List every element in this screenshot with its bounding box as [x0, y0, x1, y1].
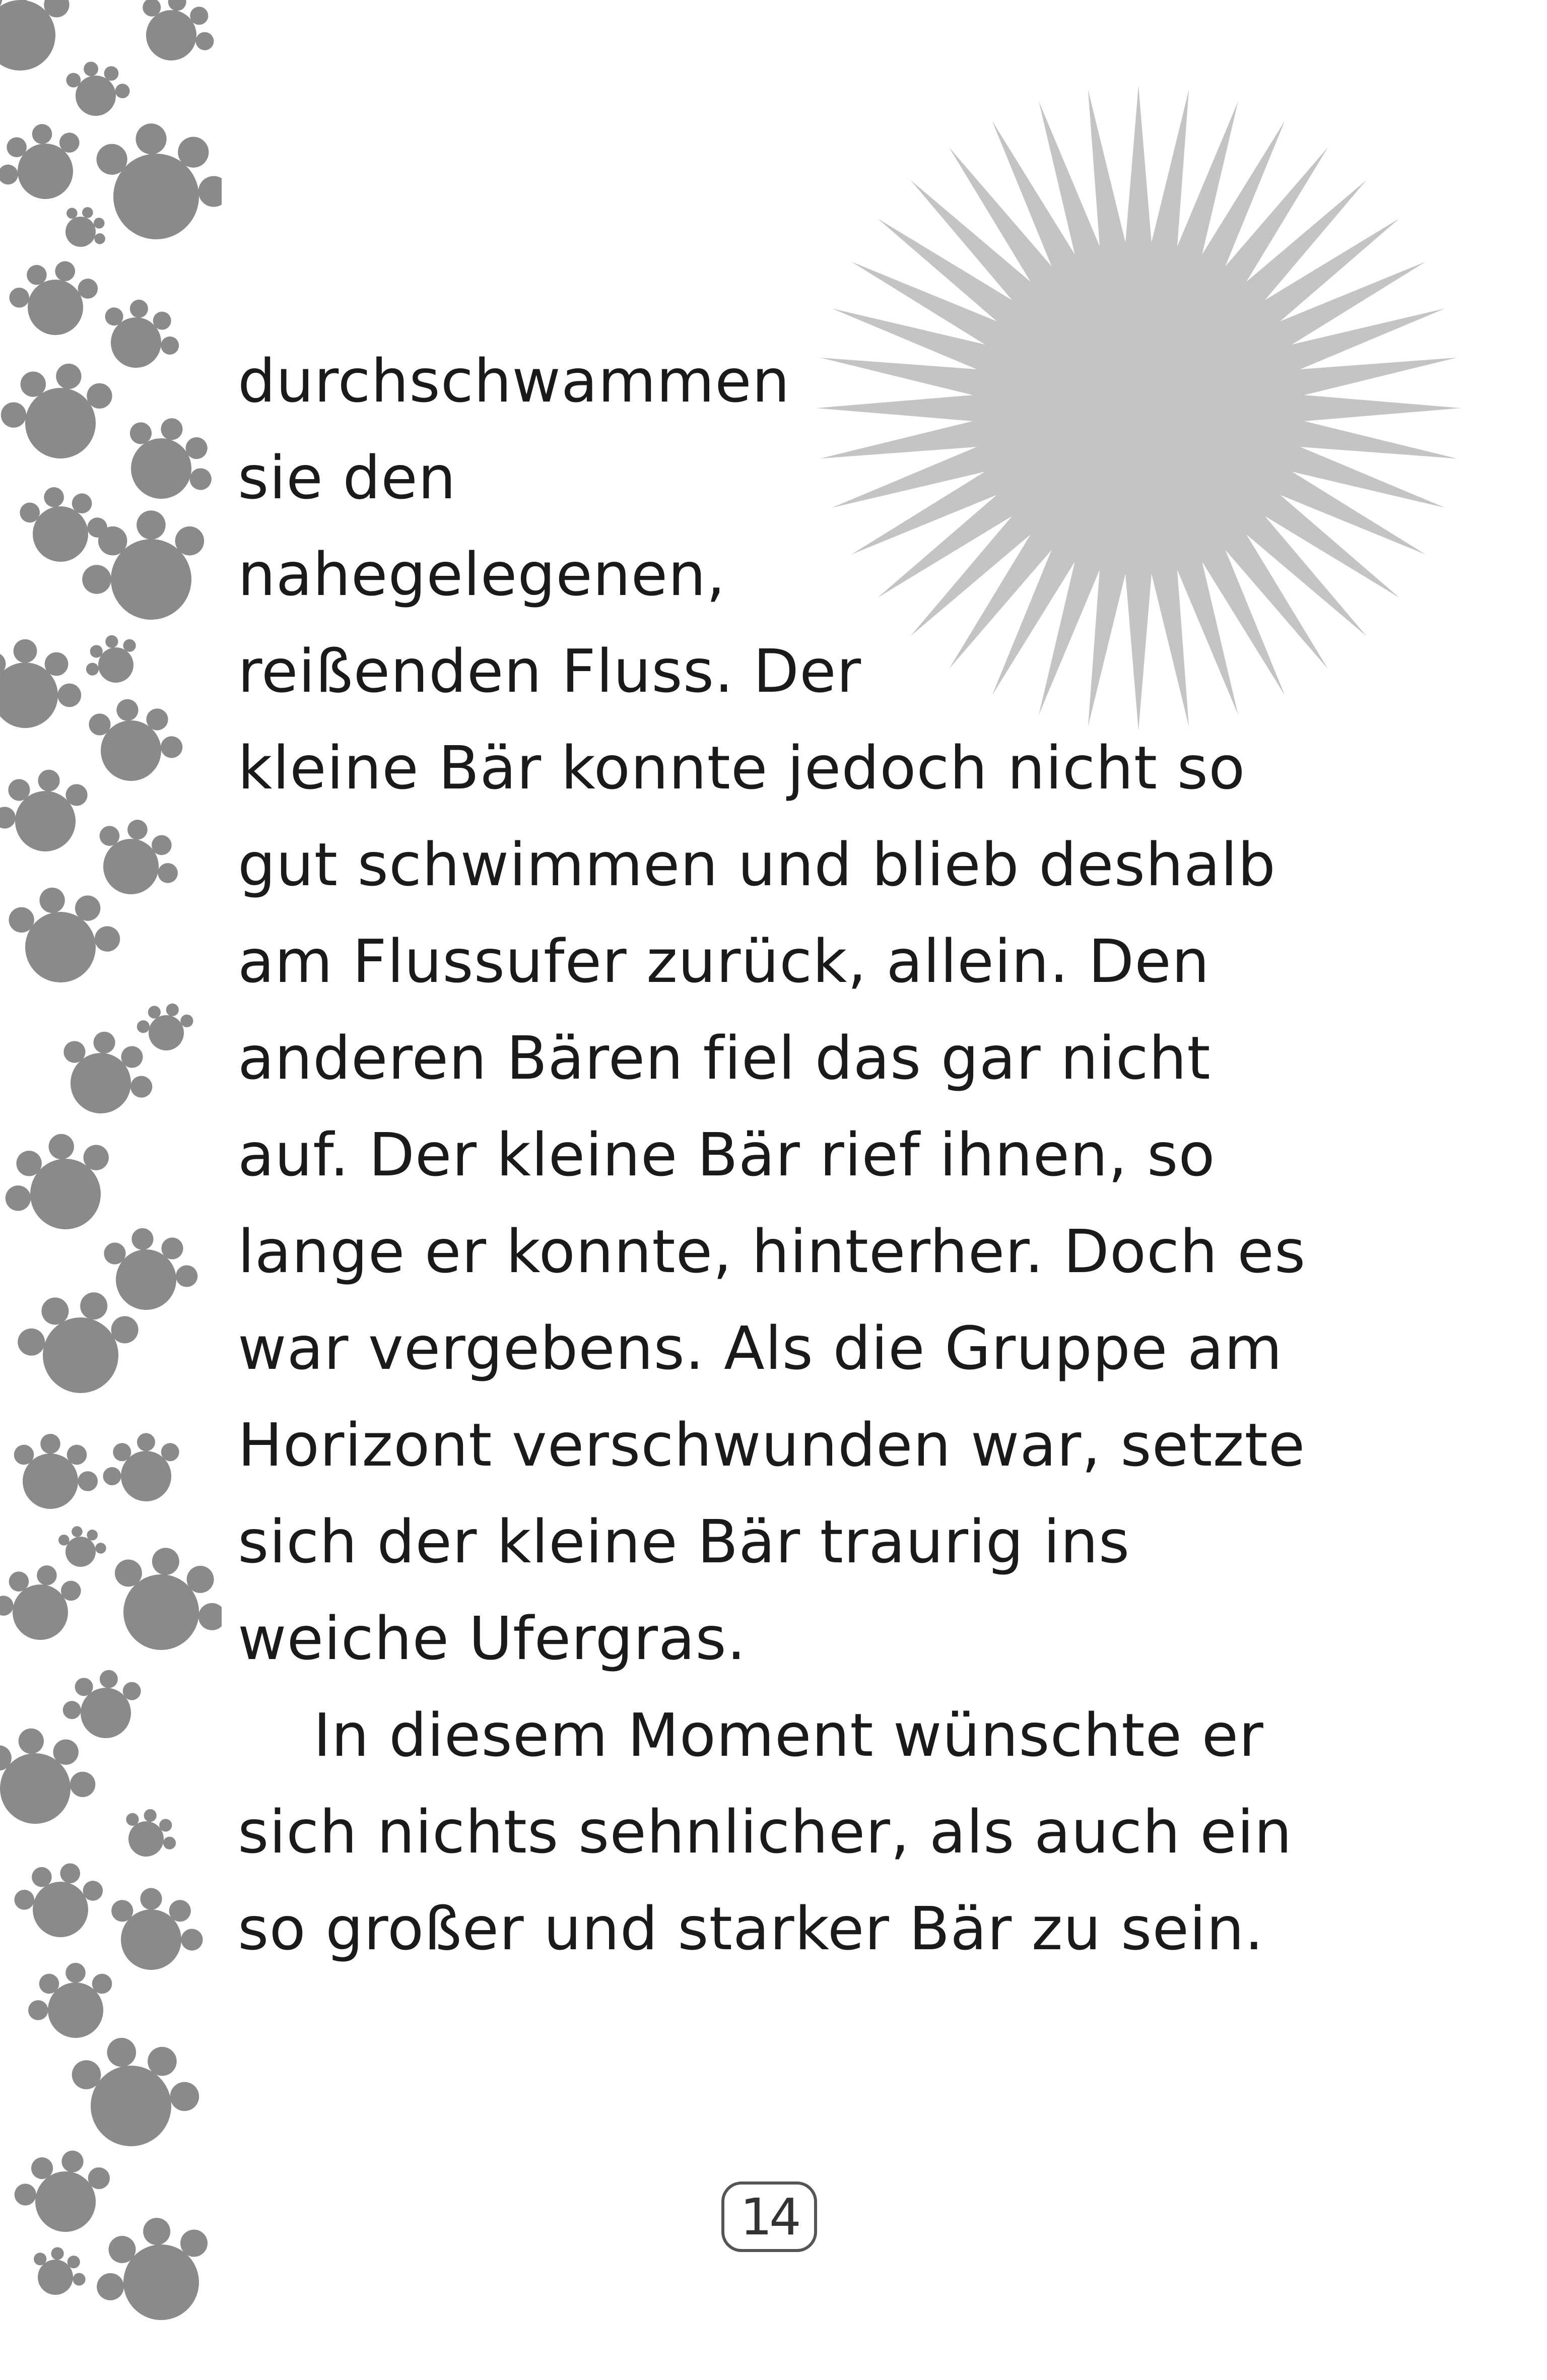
- story-line: gut schwimmen und blieb deshalb: [238, 830, 1276, 899]
- paw-print-icon: [61, 2030, 207, 2157]
- paw-print-icon: [13, 482, 113, 569]
- paw-print-icon: [0, 110, 98, 218]
- paw-print-icon: [0, 1115, 133, 1252]
- paw-print-icon: [0, 1718, 106, 1837]
- paw-print-icon: [77, 625, 150, 696]
- paw-print-icon: [96, 1877, 214, 1985]
- paw-print-icon: [0, 627, 94, 744]
- story-line: nahegelegenen,: [238, 540, 726, 609]
- paw-print-icon: [5, 255, 105, 342]
- paw-print-icon: [79, 2198, 222, 2345]
- paw-print-icon: [61, 58, 134, 121]
- paw-print-icon: [89, 289, 190, 383]
- page-number: 14: [721, 2181, 817, 2252]
- story-line: sie den: [238, 443, 456, 512]
- story-line: sich der kleine Bär traurig ins: [238, 1507, 1130, 1576]
- paw-print-icon: [77, 691, 191, 792]
- paw-print-icon: [45, 1018, 166, 1131]
- paw-print-icon: [92, 1220, 207, 1321]
- story-line: kleine Bär konnte jedoch nicht so: [238, 733, 1246, 803]
- story-line: anderen Bären fiel das gar nicht: [238, 1023, 1211, 1093]
- story-line: war vergebens. Als die Gruppe am: [238, 1313, 1283, 1383]
- paw-print-icon: [65, 492, 222, 643]
- paw-print-icon: [54, 1524, 109, 1571]
- story-line: Horizont verschwunden war, setzte: [238, 1410, 1306, 1480]
- story-line: weiche Ufergras.: [238, 1604, 747, 1673]
- paw-print-icon: [54, 1661, 153, 1750]
- paw-print-icon: [91, 1531, 222, 1672]
- paw-print-border: [0, 0, 222, 2380]
- paw-print-icon: [10, 1857, 110, 1944]
- paw-print-icon: [0, 1424, 108, 1523]
- paw-print-icon: [134, 1000, 198, 1055]
- paw-print-icon: [0, 353, 125, 472]
- paw-print-icon: [0, 881, 127, 991]
- story-line: In diesem Moment wünschte er: [313, 1700, 1264, 1770]
- paw-print-icon: [113, 1800, 185, 1869]
- paw-print-icon: [7, 2141, 121, 2243]
- story-line: auf. Der kleine Bär rief ihnen, so: [238, 1120, 1216, 1189]
- story-line: reißenden Fluss. Der: [238, 636, 862, 706]
- story-line: durchschwammen: [238, 346, 790, 416]
- story-line: lange er konnte, hinterher. Doch es: [238, 1217, 1306, 1286]
- paw-print-icon: [0, 1557, 91, 1650]
- story-text: [238, 333, 1336, 1977]
- paw-print-icon: [23, 2239, 94, 2305]
- story-line: am Flussufer zurück, allein. Den: [238, 927, 1210, 996]
- paw-print-icon: [124, 0, 222, 78]
- paw-print-icon: [79, 806, 192, 913]
- paw-print-icon: [0, 758, 102, 866]
- paw-print-icon: [17, 1950, 128, 2054]
- paw-print-icon: [52, 197, 115, 259]
- story-line: so großer und starker Bär zu sein.: [238, 1894, 1264, 1963]
- story-line: sich nichts sehnlicher, als auch ein: [238, 1797, 1293, 1867]
- paw-print-icon: [93, 1422, 194, 1516]
- paw-print-icon: [105, 401, 222, 521]
